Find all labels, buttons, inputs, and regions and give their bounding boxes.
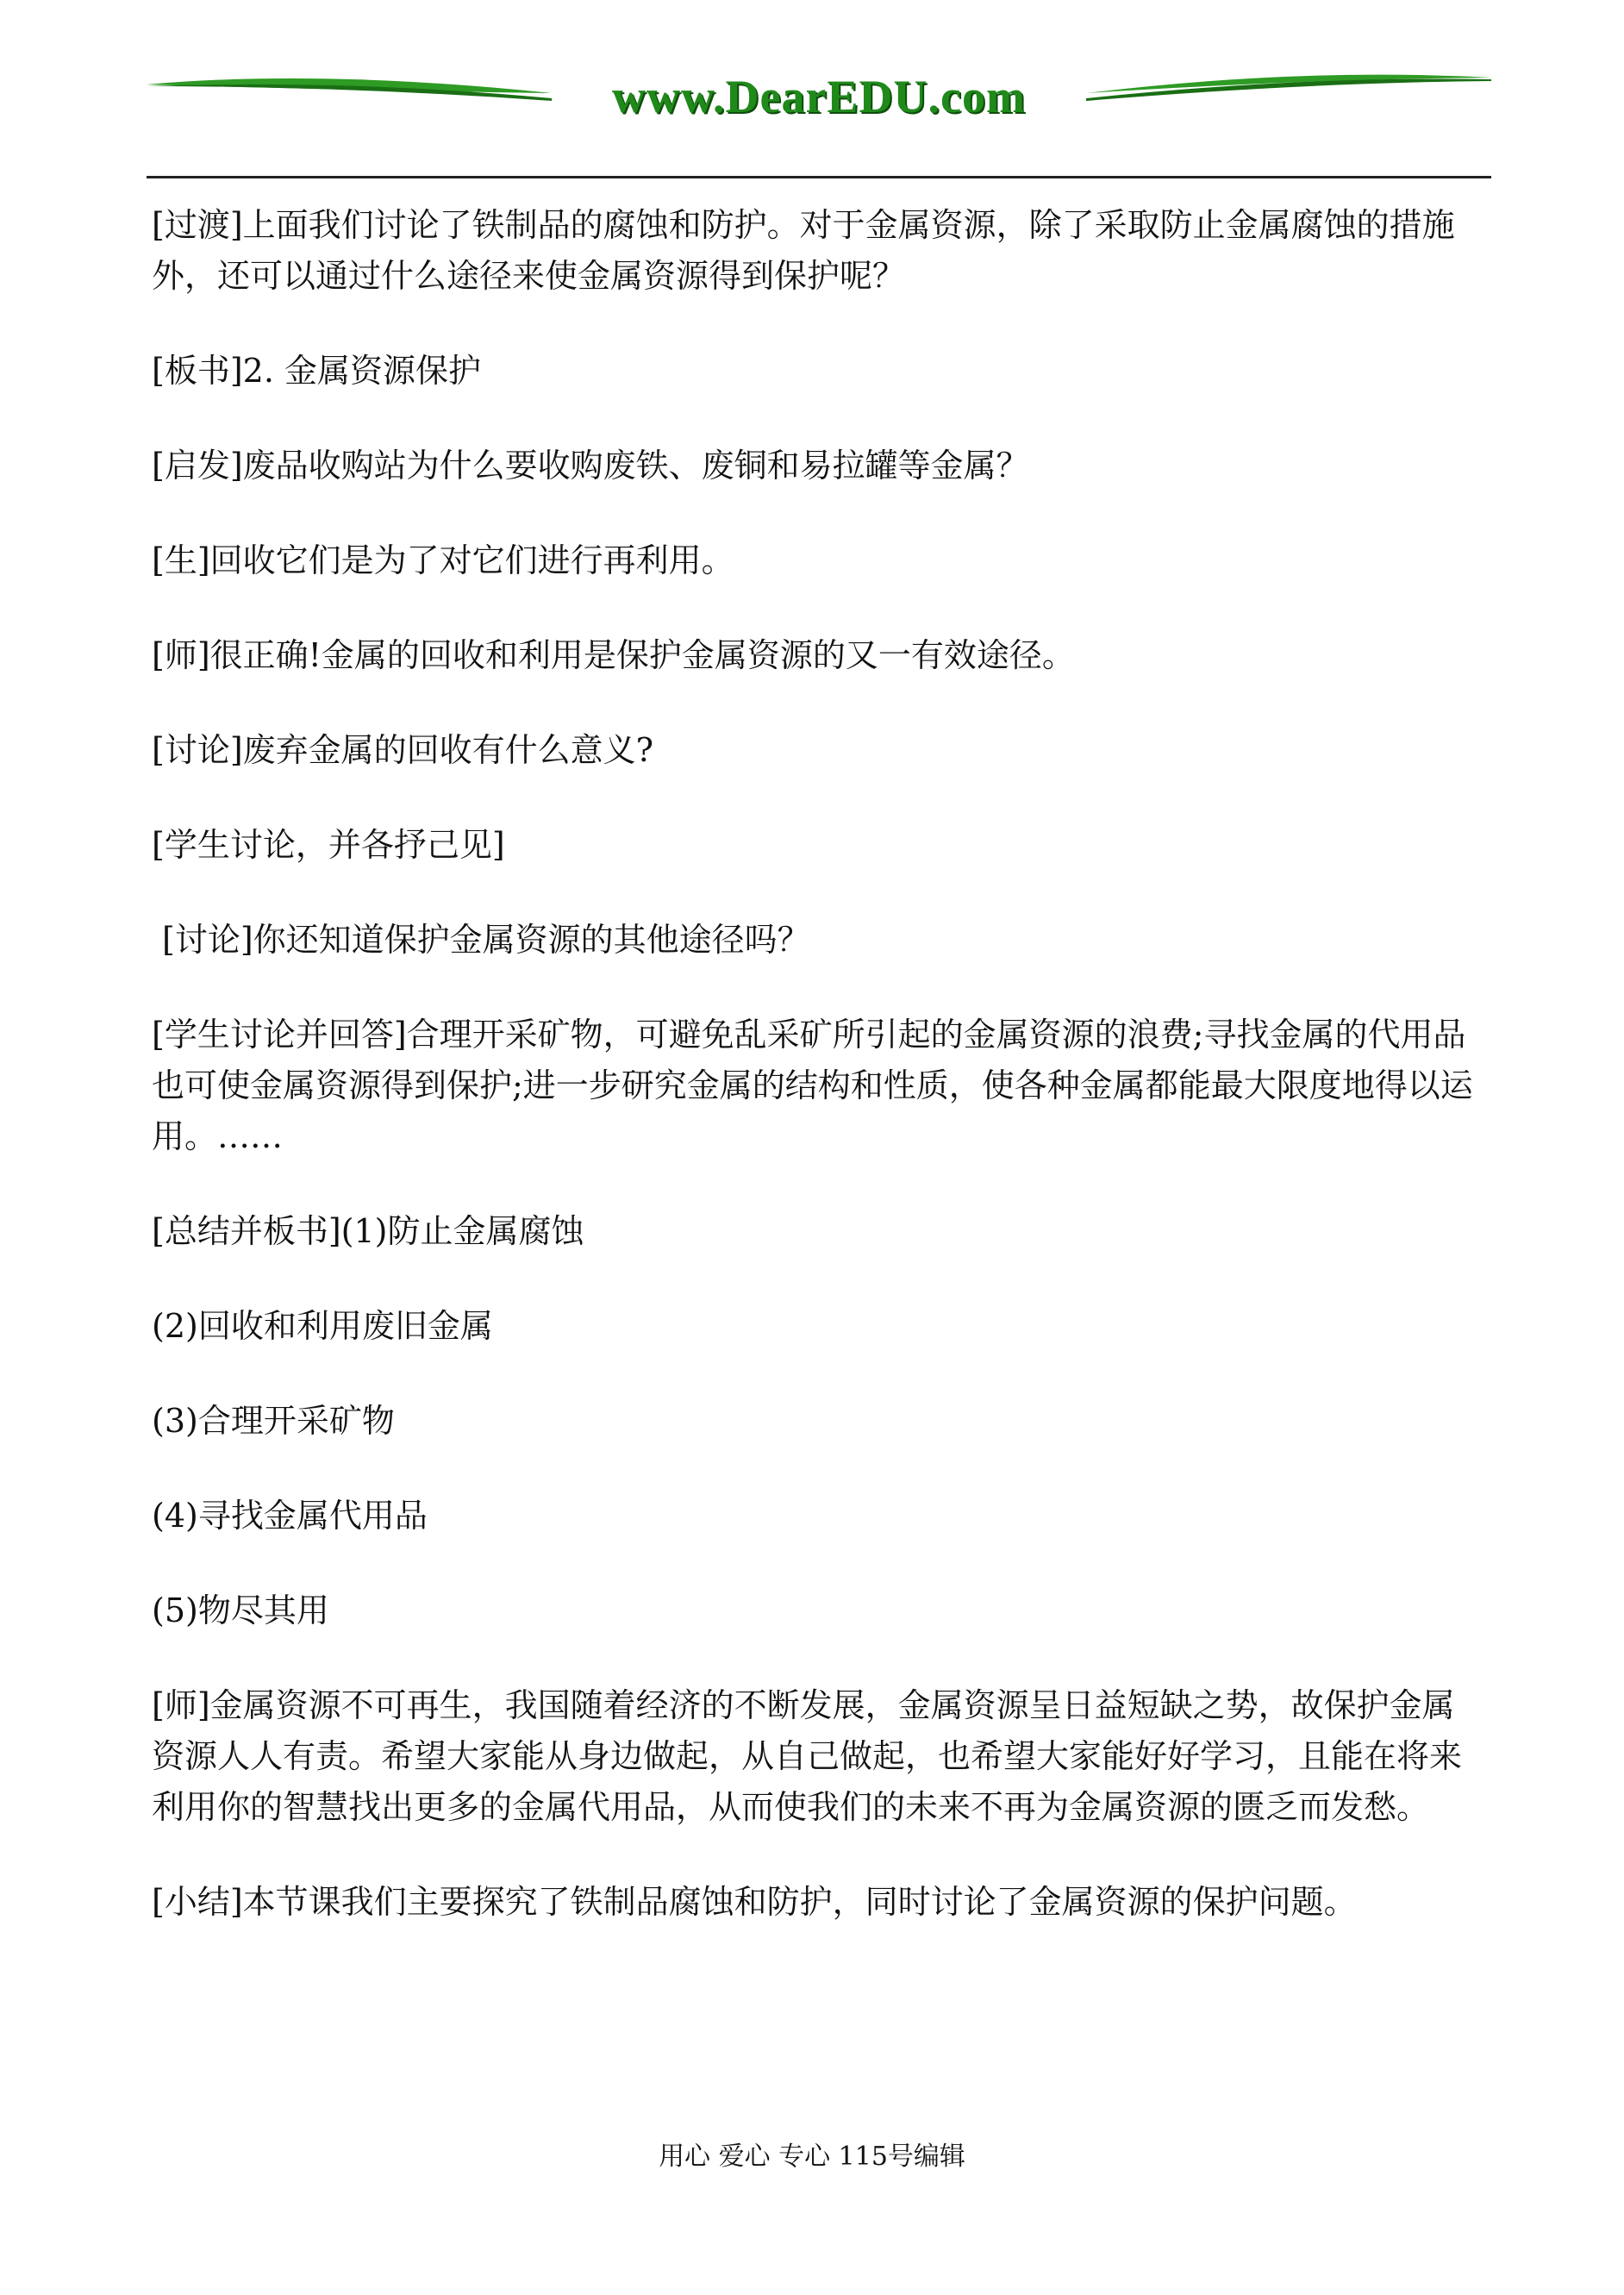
list-item-5: (5)物尽其用 [152,1591,329,1629]
list-item-2: (2)回收和利用废旧金属 [152,1307,493,1345]
paragraph-student-discussion: [学生讨论，并各抒己见] [152,826,505,864]
paragraph-transition: [过渡]上面我们讨论了铁制品的腐蚀和防护。对于金属资源，除了采取防止金属腐蚀的措施外，还可以通过什么途径来使金属资源得到保护呢？ [152,206,1455,295]
paragraph-teacher-conclusion: [师]金属资源不可再生，我国随着经济的不断发展，金属资源呈日益短缺之势，故保护金属资源人人有责。希望大家能从身边做起，从自己做起，也希望大家能好好学习，且能在将来利用你的智慧找出更多的金属代用品，从而使我们的未来不再为金属资源的匮乏而发愁。 [152,1686,1463,1826]
paragraph-student-answer: [生]回收它们是为了对它们进行再利用。 [152,541,734,579]
paragraph-student-response: [学生讨论并回答]合理开采矿物，可避免乱采矿所引起的金属资源的浪费;寻找金属的代用品也可使金属资源得到保护;进一步研究金属的结构和性质，使各种金属都能最大限度地得以运用。…… [152,1016,1473,1155]
paragraph-teacher-reply: [师]很正确!金属的回收和利用是保护金属资源的又一有效途径。 [152,636,1075,674]
page-footer: 用心 爱心 专心 115号编辑 [659,2142,965,2172]
paragraph-discussion-1: [讨论]废弃金属的回收有什么意义? [152,731,654,769]
header-rule [147,176,1491,178]
site-logo: www.DearEDU.com [552,71,1086,122]
paragraph-discussion-2: [讨论]你还知道保护金属资源的其他途径吗？ [162,921,810,959]
list-item-3: (3)合理开采矿物 [152,1402,395,1440]
lesson-content [152,200,1479,1972]
paragraph-summary-board: [总结并板书](1)防止金属腐蚀 [152,1212,584,1250]
paragraph-inspiration: [启发]废品收购站为什么要收购废铁、废铜和易拉罐等金属？ [152,447,1029,485]
page-header [147,60,1491,129]
paragraph-board-heading: [板书]2. 金属资源保护 [152,352,481,390]
list-item-4: (4)寻找金属代用品 [152,1497,428,1535]
paragraph-lesson-summary: [小结]本节课我们主要探究了铁制品腐蚀和防护，同时讨论了金属资源的保护问题。 [152,1883,1357,1921]
